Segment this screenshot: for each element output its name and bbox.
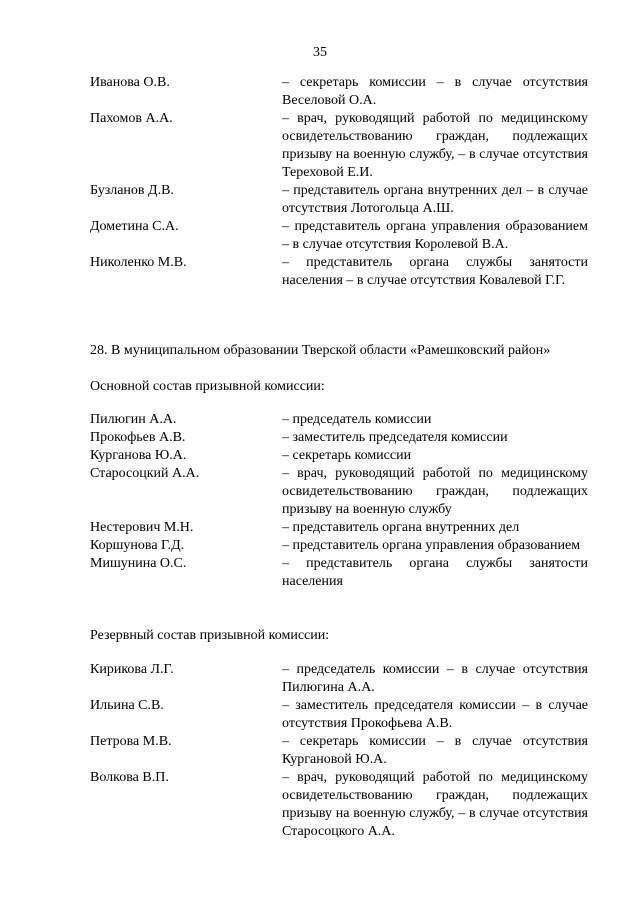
member-name: Нестерович М.Н. [90,520,194,535]
member-role: – представитель органа управления образованием – в случае отсутствия Королевой В.А. [282,219,588,252]
member-role: – представитель органа внутренних дел [282,520,520,535]
list-item [90,733,588,769]
member-role: – представитель органа внутренних дел – в случае отсутствия Лотогольца А.Ш. [282,183,588,216]
member-role: – представитель органа управления образованием [282,538,581,553]
list-item [90,74,588,110]
member-name: Прокофьев А.В. [90,430,186,445]
member-name: Петрова М.В. [90,734,172,749]
member-role: – заместитель председателя комиссии – в случае отсутствия Прокофьева А.В. [282,698,588,731]
list-item [90,519,588,537]
member-role: – врач, руководящий работой по медицинскому освидетельствованию граждан, подлежащих призыву на военную службу, – в случае отсутствия Тереховой Е.И. [282,111,588,180]
list-item [90,218,588,254]
member-role: – заместитель председателя комиссии [282,430,508,445]
main-composition-list [90,411,588,591]
member-role: – врач, руководящий работой по медицинскому освидетельствованию граждан, подлежащих призыву на военную службу, – в случае отсутствия Старосоцкого А.А. [282,770,588,839]
list-item [90,769,588,841]
member-role: – председатель комиссии [282,412,432,427]
member-name: Кирикова Л.Г. [90,662,174,677]
member-name: Дометина С.А. [90,219,179,234]
member-name: Ильина С.В. [90,698,164,713]
member-name: Курганова Ю.А. [90,448,187,463]
member-role: – врач, руководящий работой по медицинскому освидетельствованию граждан, подлежащих призыву на военную службу [282,466,588,517]
member-name: Бузланов Д.В. [90,183,174,198]
list-item [90,182,588,218]
member-name: Старосоцкий А.А. [90,466,200,481]
list-item [90,429,588,447]
member-role: – секретарь комиссии – в случае отсутствия Кургановой Ю.А. [282,734,588,767]
main-composition-title: Основной состав призывной комиссии: [90,379,325,394]
member-name: Пилюгин А.А. [90,412,177,427]
list-item [90,697,588,733]
list-item [90,110,588,182]
list-item [90,465,588,519]
member-name: Коршунова Г.Д. [90,538,185,553]
list-item [90,447,588,465]
member-role: – секретарь комиссии – в случае отсутствия Веселовой О.А. [282,75,588,108]
list-item [90,537,588,555]
member-role: – секретарь комиссии [282,448,412,463]
member-name: Мишунина О.С. [90,556,187,571]
list-item [90,661,588,697]
list-item [90,254,588,290]
reserve-composition-list [90,661,588,841]
list-item [90,411,588,429]
member-name: Николенко М.В. [90,255,187,270]
list-item [90,555,588,591]
reserve-composition-title: Резервный состав призывной комиссии: [90,628,330,643]
section-title: 28. В муниципальном образовании Тверской области «Рамешковский район» [90,343,551,358]
member-role: – представитель органа службы занятости населения [282,556,588,589]
member-role: – председатель комиссии – в случае отсутствия Пилюгина А.А. [282,662,588,695]
member-name: Иванова О.В. [90,75,170,90]
member-name: Пахомов А.А. [90,111,173,126]
page-number: 35 [313,45,327,60]
member-role: – представитель органа службы занятости населения – в случае отсутствия Ковалевой Г.Г. [282,255,588,288]
member-name: Волкова В.П. [90,770,169,785]
previous-reserve-list [90,74,588,290]
